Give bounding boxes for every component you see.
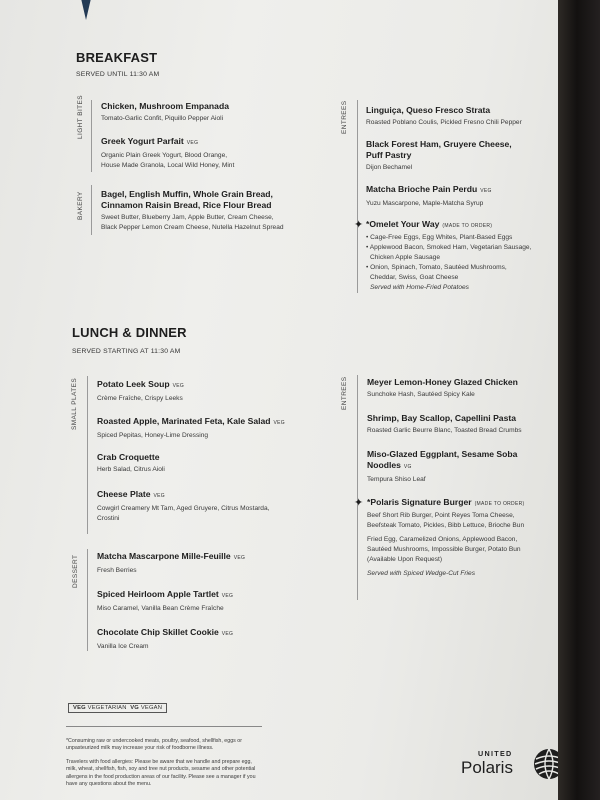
divider (87, 549, 88, 651)
option-line: Beefsteak Tomato, Pickles, Bibb Lettuce, Brioche Bun (367, 522, 525, 529)
item-name: Crab Croquette (97, 452, 160, 462)
product-name: Polaris (461, 758, 513, 777)
frame-edge (558, 0, 600, 800)
item-name-text: Greek Yogurt Parfait (101, 136, 184, 146)
menu-item (101, 189, 284, 233)
item-name-text: Spiced Heirloom Apple Tartlet (97, 589, 219, 599)
menu-item (101, 101, 229, 124)
divider (87, 376, 88, 534)
veg-tag: VEG (221, 631, 234, 637)
veg-tag: VEG (186, 140, 199, 146)
item-desc: House Made Granola, Local Wild Honey, Mint (101, 162, 235, 169)
item-name-text: *Omelet Your Way (366, 219, 440, 229)
veg-tag: VEG (233, 555, 246, 561)
item-name-text: Cheese Plate (97, 489, 151, 499)
option-line: • Onion, Spinach, Tomato, Sautéed Mushrooms, (366, 264, 507, 271)
item-desc: Dijon Bechamel (366, 164, 413, 171)
item-desc: Fresh Berries (97, 567, 137, 574)
item-name (367, 460, 517, 473)
item-desc: Organic Plain Greek Yogurt, Blood Orange, (101, 152, 228, 159)
burger-item (367, 497, 524, 579)
menu-item (366, 184, 492, 209)
item-name: Bagel, English Muffin, Whole Grain Bread, (101, 189, 273, 199)
item-name-text: Roasted Apple, Marinated Feta, Kale Salad (97, 416, 271, 426)
option-line: Cheddar, Swiss, Goat Cheese (370, 274, 459, 281)
option-line: • Cage-Free Eggs, Egg Whites, Plant-Based Eggs (366, 234, 513, 241)
veg-tag: VEG (153, 493, 165, 499)
item-name: Linguiça, Queso Fresco Strata (366, 105, 491, 115)
option-line: Sautéed Mushrooms, Impossible Burger, Potato Bun (367, 546, 521, 553)
made-to-order-tag: (MADE TO ORDER) (442, 223, 493, 229)
item-name-text: Matcha Mascarpone Mille-Feuille (97, 551, 231, 561)
item-name: Meyer Lemon-Honey Glazed Chicken (367, 377, 518, 387)
item-name (366, 219, 531, 232)
menu-item (101, 136, 234, 171)
item-desc: Black Pepper Lemon Cream Cheese, Nutella Hazelnut Spread (101, 224, 284, 231)
item-name: Cinnamon Raisin Bread, Rice Flour Bread (101, 200, 272, 210)
footer-divider (66, 726, 262, 727)
menu-item (97, 627, 233, 652)
item-name-text: *Polaris Signature Burger (367, 497, 472, 507)
served-with: Served with Home-Fried Potatoes (370, 284, 469, 291)
item-name (367, 497, 524, 510)
menu-item (97, 416, 285, 441)
menu-item (366, 105, 522, 128)
option-line: Beef Short Rib Burger, Point Reyes Toma Cheese, (367, 512, 515, 519)
option-line: Chicken Apple Sausage (370, 254, 441, 261)
item-name: Chicken, Mushroom Empanada (101, 101, 229, 111)
option-line: • Applewood Bacon, Smoked Ham, Vegetarian Sausage, (366, 244, 532, 251)
item-name (97, 589, 233, 602)
item-name: Black Forest Ham, Gruyere Cheese, (366, 139, 512, 149)
item-name (97, 416, 285, 429)
menu-item (367, 413, 522, 436)
breakfast-subtitle: SERVED UNTIL 11:30 AM (76, 71, 160, 78)
divider (91, 185, 92, 235)
star-icon: ✦ (354, 219, 364, 231)
item-desc: Roasted Poblano Coulis, Pickled Fresno Chili Pepper (366, 119, 522, 126)
omelet-item (366, 219, 531, 293)
veg-tag: VEG (172, 383, 185, 389)
top-mark-icon (80, 0, 92, 20)
item-desc: Crostini (97, 515, 120, 522)
item-name (101, 136, 234, 149)
diet-legend (68, 703, 167, 713)
menu-item (97, 551, 245, 576)
bakery-label: BAKERY (77, 191, 84, 220)
option-line: Fried Egg, Caramelized Onions, Applewood Bacon, (367, 536, 518, 543)
veg-tag: VEG (221, 593, 234, 599)
item-name: Shrimp, Bay Scallop, Capellini Pasta (367, 413, 517, 423)
item-name: Miso-Glazed Eggplant, Sesame Soba (367, 449, 518, 459)
option-line: (Available Upon Request) (367, 556, 443, 563)
item-name-text: Noodles (367, 460, 401, 470)
brand-name: UNITED (478, 749, 513, 758)
item-desc: Cowgirl Creamery Mt Tam, Aged Gruyere, Citrus Mostarda, (97, 505, 270, 512)
item-name (97, 379, 184, 392)
breakfast-title: BREAKFAST (76, 50, 158, 65)
vg-text: VEGAN (140, 705, 163, 711)
menu-item (97, 452, 165, 475)
item-desc: Tomato-Garlic Confit, Piquillo Pepper Aioli (101, 115, 224, 122)
item-name (97, 627, 233, 640)
served-with: Served with Spiced Wedge-Cut Fries (367, 570, 475, 577)
made-to-order-tag: (MADE TO ORDER) (474, 501, 525, 507)
item-desc: Miso Caramel, Vanilla Bean Crème Fraîche (97, 605, 224, 612)
veg-text: VEGETARIAN (87, 705, 127, 711)
menu-item (97, 379, 184, 404)
item-desc: Spiced Pepitas, Honey-Lime Dressing (97, 432, 209, 439)
entrees-label: ENTREES (341, 100, 348, 134)
lunch-subtitle: SERVED STARTING AT 11:30 AM (72, 348, 181, 355)
item-name (97, 489, 269, 502)
veg-tag: VEG (273, 420, 285, 426)
item-desc: Sunchoke Hash, Sautéed Spicy Kale (367, 391, 475, 398)
small-plates-label: SMALL PLATES (71, 377, 78, 430)
menu-item (366, 139, 512, 173)
menu-item (97, 589, 233, 614)
light-bites-label: LIGHT BITES (77, 94, 84, 139)
entrees-label: ENTREES (341, 376, 348, 410)
vegan-tag: VG (403, 464, 412, 470)
item-name-text: Chocolate Chip Skillet Cookie (97, 627, 219, 637)
item-name-text: Matcha Brioche Pain Perdu (366, 184, 478, 194)
veg-tag: VEG (480, 188, 492, 194)
lunch-title: LUNCH & DINNER (72, 325, 187, 340)
item-desc: Herb Salad, Citrus Aioli (97, 466, 165, 473)
item-name (97, 551, 245, 564)
item-name (366, 184, 492, 197)
divider (357, 375, 358, 600)
divider (91, 100, 92, 172)
dessert-label: DESSERT (72, 554, 79, 588)
divider (357, 100, 358, 293)
item-desc: Crème Fraîche, Crispy Leeks (97, 395, 183, 402)
veg-code: VEG (73, 705, 86, 711)
allergy-notice: Travelers with food allergies: Please be aware that we handle and prepare egg, milk, wheat, shellfish, fish, soy and tree nut products, sesame and other potential allergens in the food production areas of our facility. Please see a manager if you have any questions about the menu. (66, 759, 256, 788)
menu-item (367, 449, 517, 485)
item-desc: Yuzu Mascarpone, Maple-Matcha Syrup (366, 200, 484, 207)
item-desc: Tempura Shiso Leaf (367, 476, 426, 483)
item-desc: Roasted Garlic Beurre Blanc, Toasted Bread Crumbs (367, 427, 522, 434)
menu-item (97, 489, 269, 524)
item-desc: Sweet Butter, Blueberry Jam, Apple Butter, Cream Cheese, (101, 214, 274, 221)
item-name-text: Potato Leek Soup (97, 379, 170, 389)
item-name: Puff Pastry (366, 150, 412, 160)
vg-code: VG (130, 705, 139, 711)
item-desc: Vanilla Ice Cream (97, 643, 149, 650)
menu-item (367, 377, 518, 400)
consumer-advisory: *Consuming raw or undercooked meats, poultry, seafood, shellfish, eggs or unpasteurized milk may increase your risk of foodborne illness. (66, 738, 242, 752)
star-icon: ✦ (354, 497, 364, 509)
